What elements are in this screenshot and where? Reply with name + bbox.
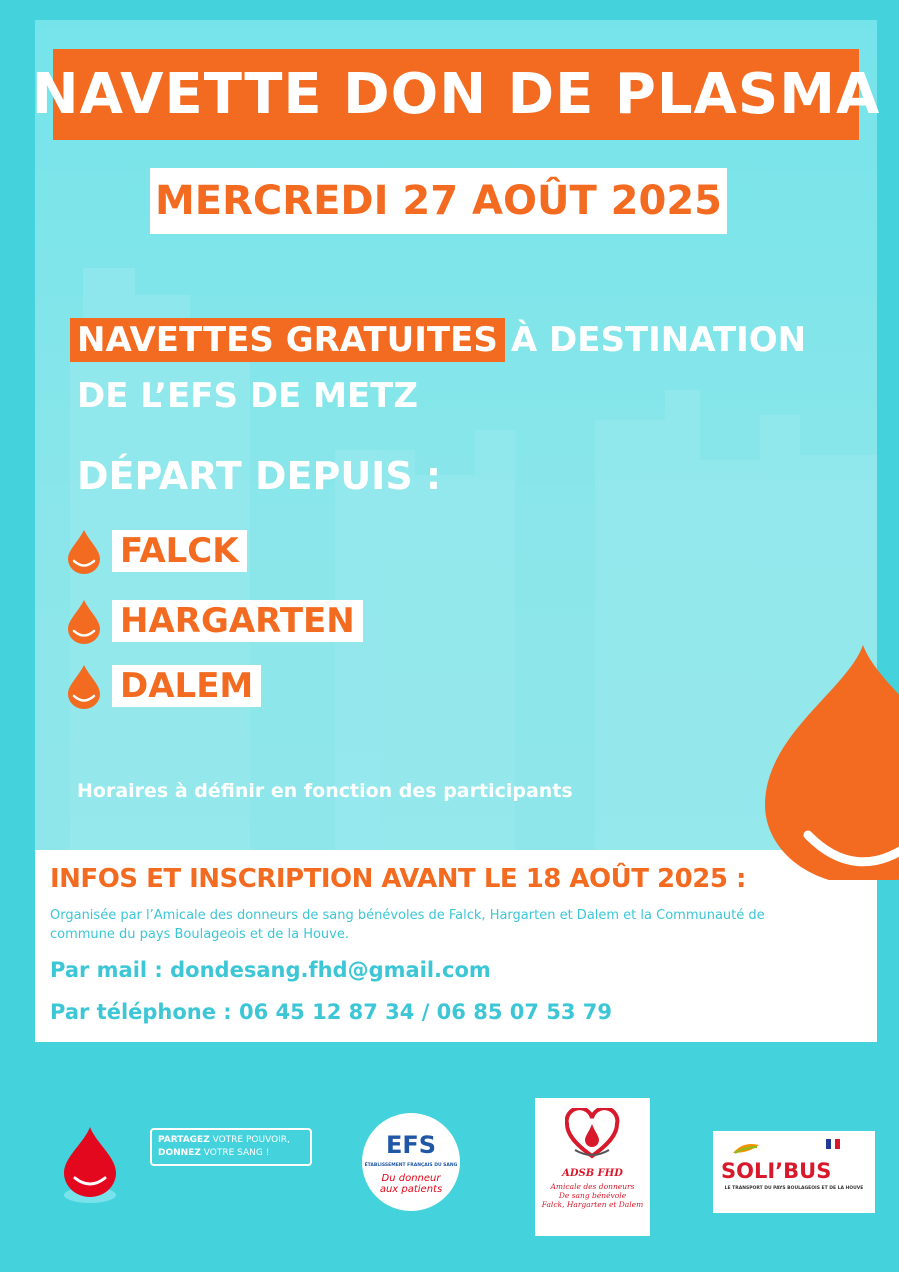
efs-full-name: ÉTABLISSEMENT FRANÇAIS DU SANG — [364, 1163, 458, 1168]
slogan-share: PARTAGEZ — [158, 1135, 210, 1145]
phone-numbers[interactable]: 06 45 12 87 34 / 06 85 07 53 79 — [239, 1000, 613, 1024]
mail-label: Par mail : — [50, 958, 171, 982]
large-blood-drop-icon — [760, 645, 899, 880]
adsb-line-2: De sang bénévole — [558, 1191, 627, 1200]
title-banner — [31, 49, 881, 140]
heart-hand-icon — [565, 1108, 620, 1163]
destination-line: DE L’EFS DE METZ — [77, 376, 419, 416]
phone-label: Par téléphone : — [50, 1000, 240, 1024]
blood-drop-icon — [66, 663, 102, 709]
town-item — [66, 597, 363, 645]
town-falck: FALCK — [112, 530, 247, 572]
city-skyline-background — [35, 20, 877, 850]
info-title: INFOS ET INSCRIPTION AVANT LE 18 AOÛT 2025 : — [50, 864, 746, 894]
page-title: NAVETTE DON DE PLASMA — [31, 62, 881, 127]
adsb-fhd-logo — [535, 1098, 650, 1236]
efs-logo — [362, 1113, 460, 1211]
departure-label: DÉPART DEPUIS : — [77, 454, 442, 498]
town-dalem: DALEM — [112, 665, 261, 707]
efs-tagline-1: Du donneur — [381, 1173, 441, 1184]
blood-donation-drop-logo — [60, 1125, 120, 1205]
blood-drop-icon — [66, 528, 102, 574]
slogan-power: VOTRE POUVOIR, — [209, 1135, 290, 1145]
info-section — [35, 850, 877, 1042]
organizer-text: Organisée par l’Amicale des donneurs de sang bénévoles de Falck, Hargarten et Dalem et la Communauté de commune du pays Boulageois et de la Houve. — [50, 908, 765, 942]
phone-contact — [50, 1000, 612, 1024]
destination-text: À DESTINATION — [510, 320, 807, 360]
slogan-bubble — [150, 1128, 312, 1166]
town-item — [66, 662, 261, 710]
town-item — [66, 527, 247, 575]
efs-tagline-2: aux patients — [379, 1184, 443, 1195]
free-shuttle-highlight: NAVETTES GRATUITES — [70, 318, 505, 362]
solibus-logo — [713, 1131, 875, 1213]
adsb-title: ADSB FHD — [562, 1168, 623, 1179]
adsb-line-1: Amicale des donneurs — [550, 1182, 635, 1191]
shuttle-headline — [70, 315, 806, 365]
solibus-tagline: LE TRANSPORT DU PAYS BOULAGEOIS ET DE LA HOUVE — [724, 1186, 864, 1191]
solibus-wordmark: SOLI’BUS — [721, 1159, 832, 1183]
hero-panel — [35, 20, 877, 850]
efs-acronym: EFS — [385, 1131, 437, 1159]
date-banner — [150, 168, 727, 234]
mail-address[interactable]: dondesang.fhd@gmail.com — [170, 958, 491, 982]
leaf-icon — [731, 1141, 761, 1155]
blood-drop-icon — [66, 598, 102, 644]
schedule-note: Horaires à définir en fonction des participants — [77, 780, 573, 802]
slogan-give: DONNEZ — [158, 1148, 201, 1158]
french-flag-icon — [826, 1139, 840, 1149]
town-hargarten: HARGARTEN — [112, 600, 363, 642]
mail-contact — [50, 958, 491, 982]
event-date: MERCREDI 27 AOÛT 2025 — [155, 178, 722, 224]
slogan-blood: VOTRE SANG ! — [200, 1148, 270, 1158]
adsb-line-3: Falck, Hargarten et Dalem — [541, 1200, 644, 1209]
